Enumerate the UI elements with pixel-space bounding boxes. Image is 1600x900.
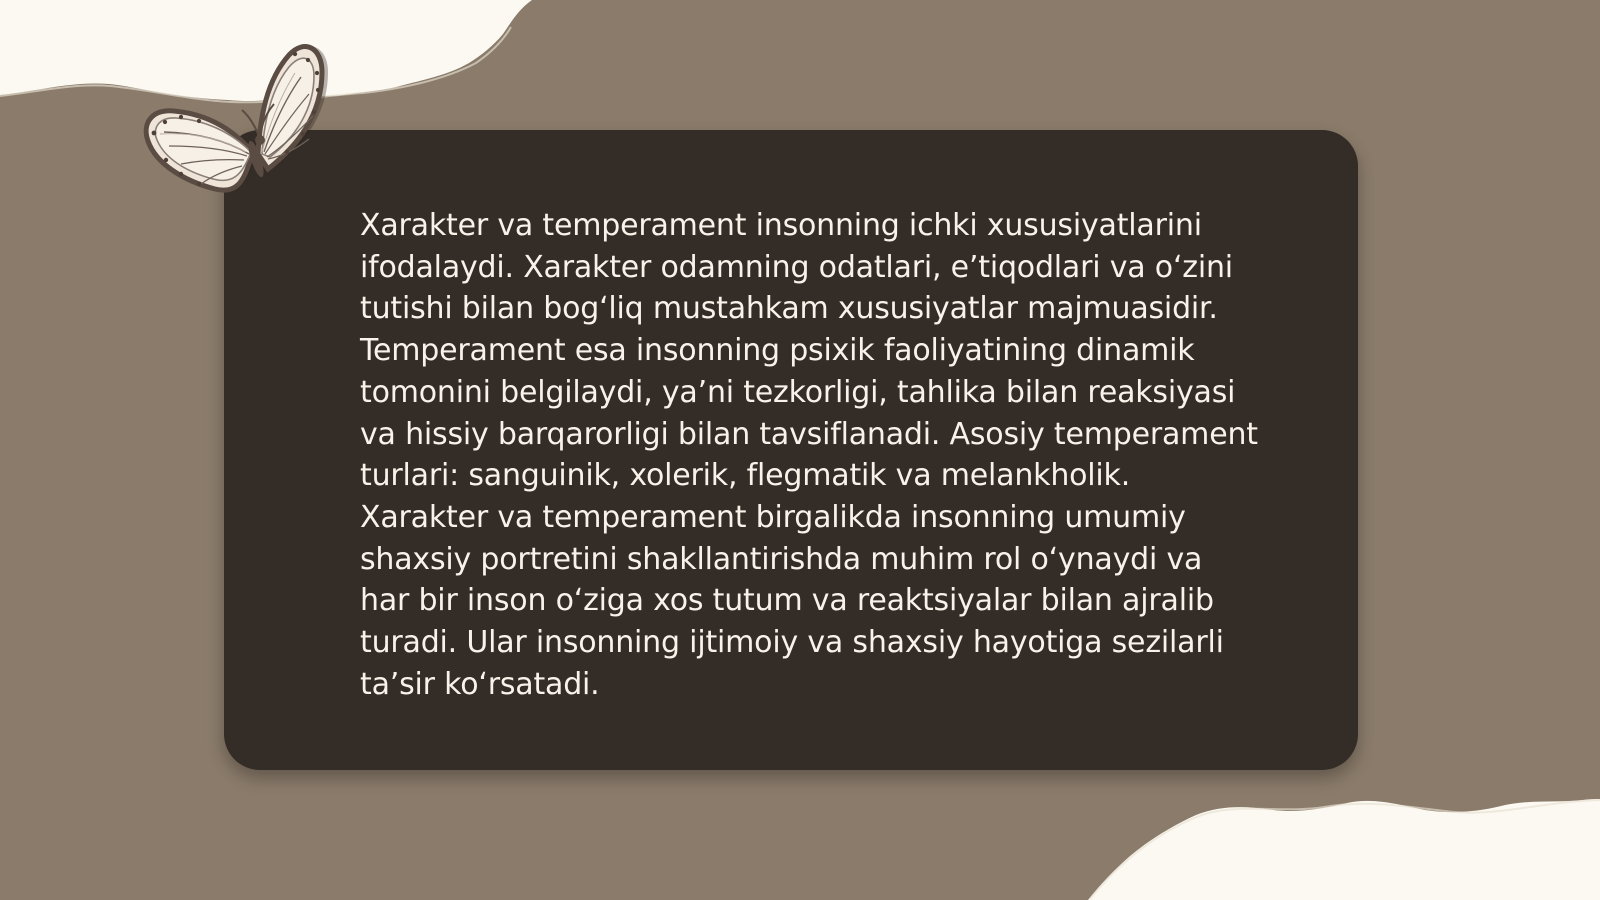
butterfly-left-wing (146, 111, 252, 190)
butterfly-icon (138, 38, 328, 223)
butterfly-right-wing (258, 47, 322, 169)
slide-paragraph: Xarakter va temperament insonning ichki xususiyatlarini ifodalaydi. Xarakter odamning odatlari, e’tiqodlari va o‘zini tutishi bilan bog‘liq mustahkam xususiyatlar majmuasidir. Temperament esa insonning psixik faoliyatining dinamik tomonini belgilaydi, ya’ni tezkorligi, tahlika bilan reaksiyasi va hissiy barqarorligi bilan tavsiflanadi. Asosiy temperament turlari: sanguinik, xolerik, flegmatik va melankholik. Xarakter va temperament birgalikda insonning umumiy shaxsiy portretini shakllantirishda muhim rol o‘ynaydi va har bir inson o‘ziga xos tutum va reaktsiyalar bilan ajralib turadi. Ular insonning ijtimoiy va shaxsiy hayotiga sezilarli ta’sir ko‘rsatadi. (360, 208, 1258, 702)
